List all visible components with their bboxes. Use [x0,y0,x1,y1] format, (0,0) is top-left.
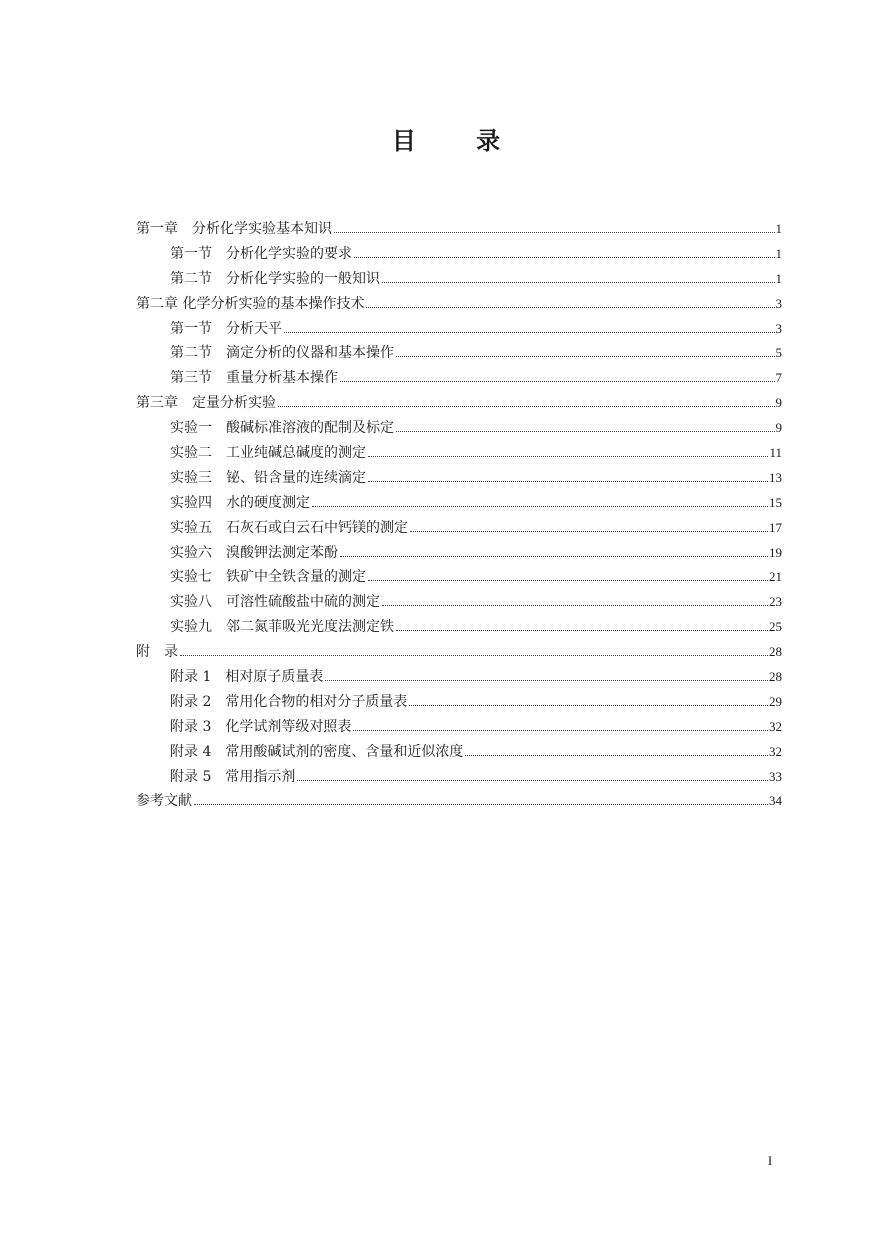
toc-dot-leader [409,705,768,706]
toc-entry-page: 1 [775,270,782,286]
toc-dot-leader [340,381,775,382]
toc-entry-page: 5 [775,345,782,361]
toc-dot-leader [368,456,768,457]
toc-entry[interactable] [136,491,782,516]
toc-dot-leader [368,580,768,581]
toc-entry-label: 实验九 邻二氮菲吸光光度法测定铁 [170,619,394,636]
toc-entry-page: 32 [769,718,782,734]
toc-dot-leader [396,356,775,357]
toc-entry-page: 3 [775,320,782,336]
toc-entry-page: 17 [769,519,782,535]
toc-entry-label: 第一节 分析化学实验的要求 [170,245,352,262]
toc-dot-leader [312,506,768,507]
toc-entry[interactable] [136,640,782,665]
toc-entry-label: 第三章 定量分析实验 [136,395,276,412]
toc-dot-leader [396,431,775,432]
toc-entry[interactable] [136,242,782,267]
toc-entry-label: 实验一 酸碱标准溶液的配制及标定 [170,420,394,437]
toc-entry-label: 实验七 铁矿中全铁含量的测定 [170,569,366,586]
toc-entry-label: 第一节 分析天平 [170,320,282,337]
toc-entry-label: 实验四 水的硬度测定 [170,494,310,511]
toc-dot-leader [366,307,774,308]
toc-entry-label: 附录 4 常用酸碱试剂的密度、含量和近似浓度 [170,743,464,760]
toc-entry-page: 7 [775,370,782,386]
toc-entry-label: 实验六 溴酸钾法测定苯酚 [170,544,338,561]
toc-dot-leader [354,257,775,258]
toc-dot-leader [284,332,775,333]
toc-entry-page: 34 [769,793,782,809]
toc-entry[interactable] [136,516,782,541]
toc-entry-label: 附 录 [136,644,178,661]
toc-entry[interactable] [136,416,782,441]
toc-dot-leader [368,481,768,482]
toc-entry-page: 25 [769,619,782,635]
toc-entry-label: 第二节 分析化学实验的一般知识 [170,270,380,287]
toc-entry-page: 29 [769,693,782,709]
toc-entry-label: 实验二 工业纯碱总碱度的测定 [170,445,366,462]
toc-entry[interactable] [136,541,782,566]
toc-entry-label: 实验五 石灰石或白云石中钙镁的测定 [170,519,408,536]
toc-entry[interactable] [136,789,782,814]
toc-entry[interactable] [136,715,782,740]
toc-entry[interactable] [136,466,782,491]
toc-dot-leader [278,406,775,407]
toc-dot-leader [353,730,768,731]
toc-entry-label: 附录 1 相对原子质量表 [170,669,324,686]
toc-entry[interactable] [136,690,782,715]
toc-entry-page: 28 [769,644,782,660]
toc-entry-label: 参考文献 [136,793,192,810]
toc-entry[interactable] [136,765,782,790]
toc-dot-leader [396,630,768,631]
toc-entry-page: 9 [775,395,782,411]
toc-dot-leader [382,282,775,283]
toc-entry[interactable] [136,366,782,391]
toc-entry-page: 21 [769,569,782,585]
toc-dot-leader [325,680,768,681]
toc-dot-leader [382,605,768,606]
toc-entry-page: 13 [769,469,782,485]
toc-entry-page: 33 [769,768,782,784]
toc-entry-page: 11 [769,445,782,461]
toc-dot-leader [194,804,768,805]
toc-entry-label: 第二节 滴定分析的仪器和基本操作 [170,345,394,362]
toc-entry-label: 附录 3 化学试剂等级对照表 [170,718,352,735]
toc-entry[interactable] [136,317,782,342]
toc-entry-page: 23 [769,594,782,610]
toc-entry-page: 1 [775,245,782,261]
toc-entry-label: 附录 2 常用化合物的相对分子质量表 [170,693,408,710]
toc-entry-label: 实验八 可溶性硫酸盐中硫的测定 [170,594,380,611]
toc-entry[interactable] [136,740,782,765]
toc-dot-leader [334,232,775,233]
toc-entry-page: 15 [769,494,782,510]
toc-entry[interactable] [136,341,782,366]
page-number: I [767,1153,773,1168]
toc-entry-page: 19 [769,544,782,560]
toc-entry-label: 第三节 重量分析基本操作 [170,370,338,387]
toc-entry-page: 1 [775,221,782,236]
toc-dot-leader [465,755,768,756]
toc-entry[interactable] [136,217,782,242]
toc-entry-label: 第二章 化学分析实验的基本操作技术 [136,295,365,312]
toc-entry[interactable] [136,590,782,615]
toc-entry[interactable] [136,565,782,590]
toc-entry-page: 28 [769,669,782,685]
toc-entry[interactable] [136,441,782,466]
toc-entry-page: 9 [775,420,782,436]
toc-entry-label: 第一章 分析化学实验基本知识 [136,221,332,237]
toc-entry-label: 实验三 铋、铅含量的连续滴定 [170,469,366,486]
toc-entry-page: 32 [769,743,782,759]
toc-dot-leader [180,655,768,656]
toc-entry[interactable] [136,615,782,640]
toc-dot-leader [410,531,768,532]
toc-dot-leader [297,780,768,781]
toc-entry-page: 3 [775,295,782,311]
toc-entry[interactable] [136,665,782,690]
toc-dot-leader [340,556,768,557]
toc-entry[interactable] [136,292,782,317]
toc-entry[interactable] [136,267,782,292]
table-of-contents [136,217,782,814]
page-title: 目 录 [391,127,527,155]
toc-entry[interactable] [136,391,782,416]
toc-entry-label: 附录 5 常用指示剂 [170,768,296,785]
